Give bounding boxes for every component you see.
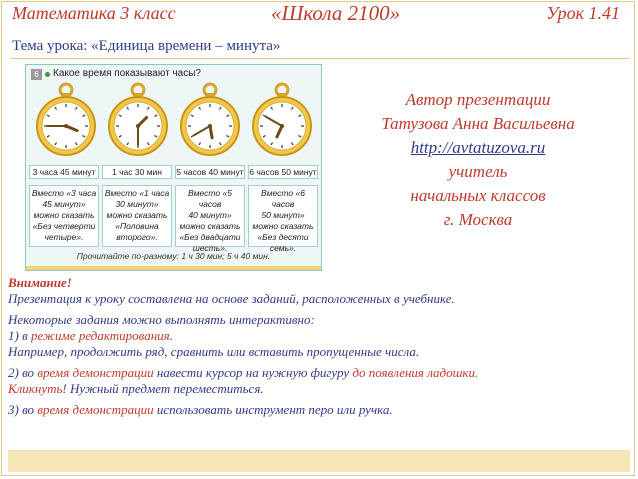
note-text: . bbox=[169, 328, 173, 343]
task-question: Какое время показывают часы? bbox=[53, 68, 201, 79]
time-label: 6 часов 50 минут bbox=[249, 167, 317, 177]
author-role: учитель bbox=[448, 162, 508, 181]
author-name: Татузова Анна Васильевна bbox=[381, 114, 575, 133]
alt-line: 30 минут» bbox=[115, 199, 159, 209]
author-link[interactable]: http://avtatuzova.ru bbox=[410, 138, 546, 157]
note-highlight: режиме редактирования bbox=[30, 328, 170, 343]
note-line bbox=[8, 381, 628, 397]
alt-line: «Без четверти bbox=[32, 221, 96, 231]
note-line bbox=[8, 328, 628, 344]
alternative-reading bbox=[29, 185, 99, 247]
note-line bbox=[8, 365, 628, 381]
alt-line: можно сказать bbox=[252, 221, 314, 231]
note-highlight: Кликнуть bbox=[8, 381, 63, 396]
task-bullet bbox=[45, 72, 50, 77]
alt-line: 45 минут» bbox=[42, 199, 86, 209]
task-number: 6 bbox=[31, 69, 42, 80]
instructions bbox=[8, 275, 628, 423]
clock-icon bbox=[248, 82, 316, 160]
note-highlight: до появления ладошки. bbox=[352, 365, 479, 380]
clock-icon bbox=[32, 82, 100, 160]
lesson-topic: Тема урока: «Единица времени – минута» bbox=[12, 38, 281, 54]
alternative-reading bbox=[102, 185, 172, 247]
author-role-2: начальных классов bbox=[410, 186, 546, 205]
author-block bbox=[348, 88, 608, 232]
alternative-reading bbox=[175, 185, 245, 253]
time-labels bbox=[29, 165, 319, 179]
alt-line: Вместо «5 часов bbox=[188, 188, 232, 209]
alt-line: можно сказать bbox=[33, 210, 95, 220]
note-text: использовать инструмент перо или ручка. bbox=[153, 402, 393, 417]
alt-line: Вместо «6 часов bbox=[261, 188, 305, 209]
note-text: 3) во bbox=[8, 402, 38, 417]
note-text: навести курсор на нужную фигуру bbox=[153, 365, 353, 380]
note-text: 2) во bbox=[8, 365, 38, 380]
alt-line: 50 минут» bbox=[261, 210, 305, 220]
note-highlight: время демонстрации bbox=[37, 402, 154, 417]
note-line bbox=[8, 402, 628, 418]
clock-icon bbox=[104, 82, 172, 160]
clock-2[interactable] bbox=[104, 82, 172, 160]
clock-icon bbox=[176, 82, 244, 160]
alt-line: четыре». bbox=[44, 232, 84, 242]
alternative-reading bbox=[248, 185, 318, 253]
clock-3[interactable] bbox=[176, 82, 244, 160]
author-city: г. Москва bbox=[443, 210, 513, 229]
book-footer-band bbox=[26, 266, 321, 270]
alt-line: шесть». bbox=[192, 243, 228, 253]
alt-line: «Без двадцати bbox=[179, 232, 241, 242]
note-text: 1) в bbox=[8, 328, 31, 343]
lesson-number: Урок 1.41 bbox=[546, 3, 620, 23]
school-header: «Школа 2100» bbox=[271, 1, 401, 25]
alt-line: Вместо «1 часа bbox=[104, 188, 170, 198]
alt-line: можно сказать bbox=[106, 210, 168, 220]
clock-1[interactable] bbox=[32, 82, 100, 160]
footer-band bbox=[8, 450, 630, 472]
subject-header: Математика 3 класс bbox=[12, 3, 176, 23]
time-label: 5 часов 40 минут bbox=[176, 167, 244, 177]
alt-line: второго». bbox=[116, 232, 158, 242]
note-line: Презентация к уроку составлена на основе заданий, расположенных в учебнике. bbox=[8, 291, 455, 306]
note-line: Например, продолжить ряд, сравнить или вставить пропущенные числа. bbox=[8, 344, 420, 359]
alt-line: можно сказать bbox=[179, 221, 241, 231]
author-title: Автор презентации bbox=[405, 90, 551, 109]
alt-line: Вместо «3 часа bbox=[31, 188, 97, 198]
topic-divider bbox=[10, 58, 630, 59]
alt-line: 40 минут» bbox=[188, 210, 232, 220]
clock-4[interactable] bbox=[248, 82, 316, 160]
time-label: 1 час 30 мин bbox=[102, 165, 172, 179]
note-text: ! Нужный предмет переместиться. bbox=[62, 381, 264, 396]
read-differently-task: Прочитайте по-разному: 1 ч 30 мин; 5 ч 40 мин. bbox=[76, 251, 271, 261]
textbook-excerpt bbox=[25, 64, 322, 271]
note-highlight: время демонстрации bbox=[37, 365, 154, 380]
alt-line: семь». bbox=[269, 243, 297, 253]
time-label: 3 часа 45 минут bbox=[29, 165, 99, 179]
alt-line: «Половина bbox=[115, 221, 159, 231]
alt-line: «Без десяти bbox=[257, 232, 309, 242]
attention-label: Внимание! bbox=[8, 275, 72, 290]
note-line: Некоторые задания можно выполнять интерактивно: bbox=[8, 312, 315, 327]
